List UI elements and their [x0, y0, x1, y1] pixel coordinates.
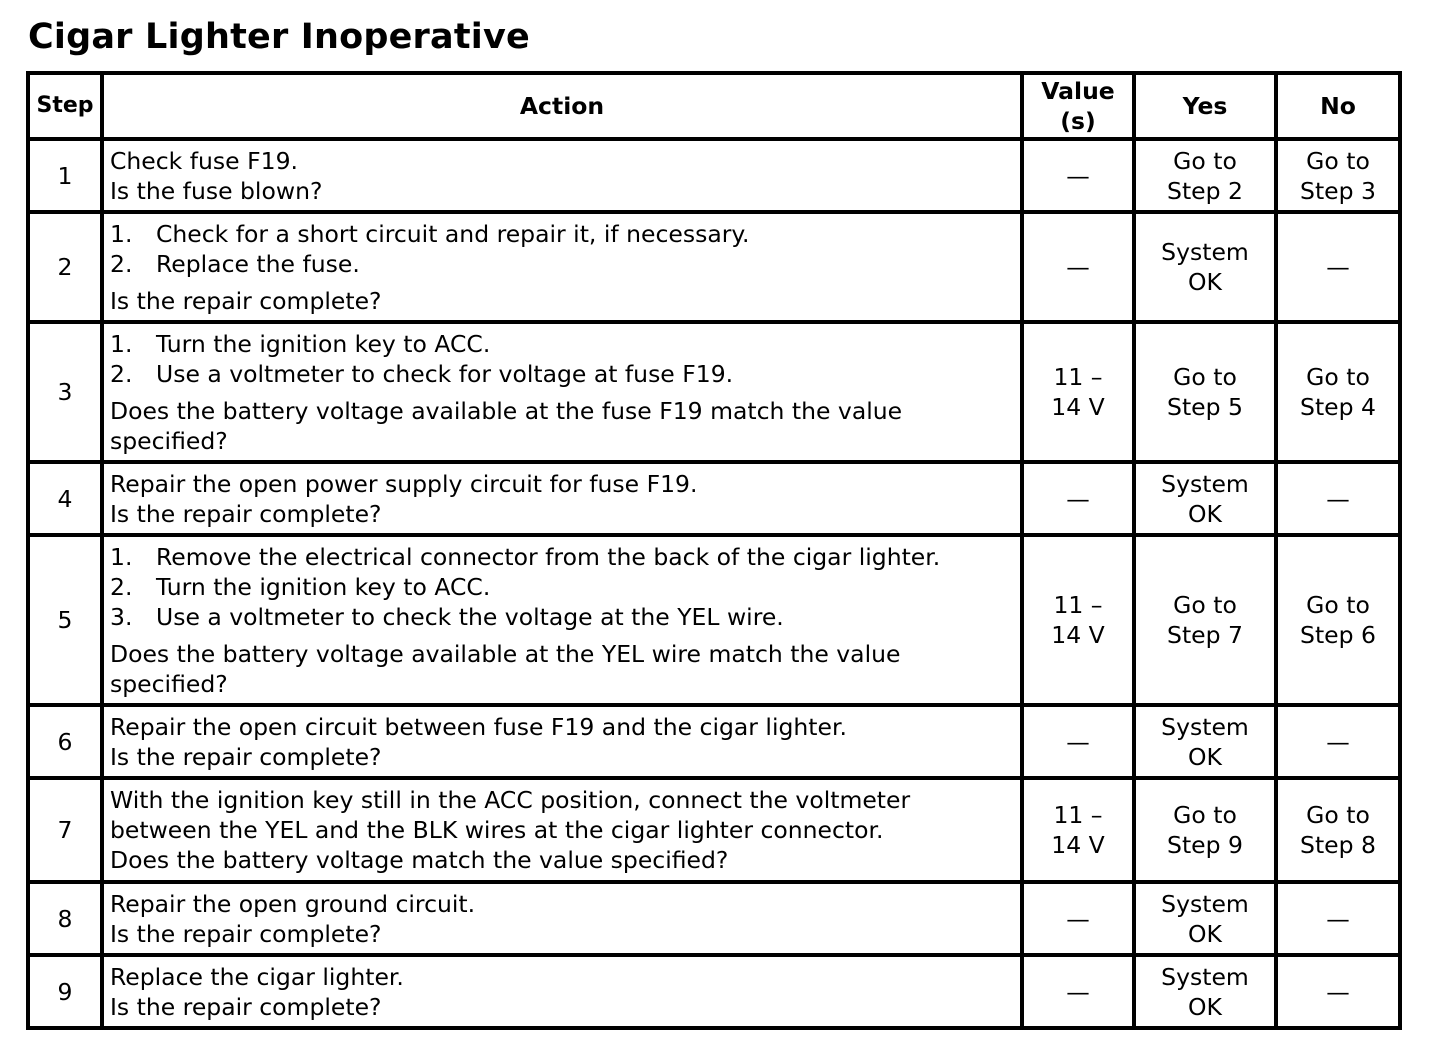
- action-cell: [102, 882, 1022, 955]
- action-cell: [102, 778, 1022, 882]
- yes-cell: [1134, 778, 1276, 882]
- no-line: Go to: [1306, 363, 1370, 391]
- header-value-line: Value: [1041, 77, 1115, 105]
- header-value: [1022, 73, 1134, 139]
- table-row: [28, 705, 1400, 778]
- action-line: Check fuse F19.: [110, 146, 298, 175]
- action-question: [110, 396, 1014, 456]
- yes-cell: [1134, 882, 1276, 955]
- substep-list: [110, 219, 1014, 279]
- value-line: 11 –: [1053, 801, 1103, 829]
- no-cell: —: [1276, 882, 1400, 955]
- no-cell: —: [1276, 462, 1400, 535]
- yes-line: Step 2: [1167, 176, 1243, 205]
- value-line: 11 –: [1053, 591, 1103, 619]
- header-yes: Yes: [1134, 73, 1276, 139]
- step-number: 4: [28, 462, 102, 535]
- yes-line: OK: [1188, 268, 1222, 296]
- question-line: specified?: [110, 669, 228, 698]
- step-number: 5: [28, 535, 102, 705]
- substep-text: Turn the ignition key to ACC.: [156, 329, 491, 358]
- question-line: Does the battery voltage available at the YEL wire match the value: [110, 639, 901, 668]
- yes-cell: [1134, 955, 1276, 1028]
- action-line: With the ignition key still in the ACC position, connect the voltmeter: [110, 786, 911, 814]
- substep-text: Use a voltmeter to check the voltage at the YEL wire.: [156, 602, 784, 631]
- action-line: between the YEL and the BLK wires at the cigar lighter connector.: [110, 816, 884, 844]
- no-line: Step 8: [1300, 831, 1376, 859]
- value-cell: —: [1022, 705, 1134, 778]
- action-line: Is the repair complete?: [110, 742, 382, 771]
- value-cell: —: [1022, 212, 1134, 322]
- action-cell: [102, 535, 1022, 705]
- substep-item: [110, 602, 1014, 632]
- yes-line: Go to: [1173, 591, 1237, 619]
- value-cell: —: [1022, 955, 1134, 1028]
- value-cell: —: [1022, 882, 1134, 955]
- substep-list: [110, 329, 1014, 389]
- value-cell: [1022, 778, 1134, 882]
- no-cell: —: [1276, 212, 1400, 322]
- action-cell: [102, 139, 1022, 212]
- no-line: Go to: [1306, 146, 1370, 175]
- substep-item: [110, 249, 1014, 279]
- yes-line: OK: [1188, 499, 1222, 528]
- step-number: 1: [28, 139, 102, 212]
- yes-line: Go to: [1173, 146, 1237, 175]
- yes-cell: [1134, 212, 1276, 322]
- action-line: Repair the open ground circuit.: [110, 889, 476, 918]
- value-cell: —: [1022, 139, 1134, 212]
- yes-line: Step 5: [1167, 393, 1243, 421]
- table-body: [28, 139, 1400, 1028]
- value-cell: [1022, 535, 1134, 705]
- action-line: Is the repair complete?: [110, 499, 382, 528]
- yes-cell: [1134, 139, 1276, 212]
- substep-number: 2.: [110, 359, 133, 388]
- substep-list: [110, 542, 1014, 632]
- no-cell: [1276, 139, 1400, 212]
- substep-item: [110, 219, 1014, 249]
- header-value-line: (s): [1060, 107, 1096, 135]
- value-cell: [1022, 322, 1134, 462]
- no-line: Step 4: [1300, 393, 1376, 421]
- value-line: 14 V: [1051, 393, 1105, 421]
- yes-cell: [1134, 705, 1276, 778]
- table-row: [28, 535, 1400, 705]
- table-row: [28, 882, 1400, 955]
- action-line: Is the repair complete?: [110, 992, 382, 1021]
- yes-line: System: [1161, 712, 1249, 741]
- step-number: 7: [28, 778, 102, 882]
- action-question: [110, 639, 1014, 699]
- step-number: 3: [28, 322, 102, 462]
- no-line: Go to: [1306, 591, 1370, 619]
- header-action: Action: [102, 73, 1022, 139]
- question-line: Does the battery voltage available at the fuse F19 match the value: [110, 396, 903, 425]
- table-row: [28, 212, 1400, 322]
- substep-item: [110, 572, 1014, 602]
- action-line: Is the repair complete?: [110, 919, 382, 948]
- value-line: 14 V: [1051, 621, 1105, 649]
- yes-cell: [1134, 462, 1276, 535]
- substep-text: Replace the fuse.: [156, 249, 360, 278]
- action-question: Is the repair complete?: [110, 286, 382, 315]
- yes-line: OK: [1188, 742, 1222, 771]
- action-cell: [102, 212, 1022, 322]
- step-number: 6: [28, 705, 102, 778]
- yes-line: Step 7: [1167, 621, 1243, 649]
- no-line: Step 3: [1300, 176, 1376, 205]
- substep-text: Use a voltmeter to check for voltage at fuse F19.: [156, 359, 734, 388]
- substep-number: 1.: [110, 329, 133, 358]
- action-line: Is the fuse blown?: [110, 176, 323, 205]
- action-line: Repair the open circuit between fuse F19 and the cigar lighter.: [110, 712, 847, 741]
- yes-line: Go to: [1173, 363, 1237, 391]
- no-line: Step 6: [1300, 621, 1376, 649]
- step-number: 8: [28, 882, 102, 955]
- table-header: [28, 73, 1400, 139]
- substep-number: 2.: [110, 249, 133, 278]
- value-line: 14 V: [1051, 831, 1105, 859]
- no-cell: [1276, 535, 1400, 705]
- yes-line: System: [1161, 469, 1249, 498]
- header-row: [28, 73, 1400, 139]
- no-cell: [1276, 322, 1400, 462]
- yes-line: OK: [1188, 992, 1222, 1021]
- yes-line: System: [1161, 962, 1249, 991]
- yes-line: Step 9: [1167, 831, 1243, 859]
- substep-item: [110, 359, 1014, 389]
- yes-cell: [1134, 535, 1276, 705]
- value-cell: —: [1022, 462, 1134, 535]
- table-row: [28, 462, 1400, 535]
- substep-item: [110, 329, 1014, 359]
- header-no: No: [1276, 73, 1400, 139]
- value-line: 11 –: [1053, 363, 1103, 391]
- substep-number: 1.: [110, 219, 133, 248]
- action-cell: [102, 462, 1022, 535]
- action-cell: [102, 322, 1022, 462]
- action-cell: [102, 955, 1022, 1028]
- substep-text: Check for a short circuit and repair it, if necessary.: [156, 219, 750, 248]
- action-line: Repair the open power supply circuit for fuse F19.: [110, 469, 698, 498]
- no-cell: —: [1276, 955, 1400, 1028]
- step-number: 9: [28, 955, 102, 1028]
- header-step: Step: [28, 73, 102, 139]
- yes-line: OK: [1188, 919, 1222, 948]
- table-row: [28, 778, 1400, 882]
- yes-line: System: [1161, 889, 1249, 918]
- step-number: 2: [28, 212, 102, 322]
- yes-line: System: [1161, 238, 1249, 266]
- no-line: Go to: [1306, 801, 1370, 829]
- substep-text: Remove the electrical connector from the back of the cigar lighter.: [156, 542, 941, 571]
- question-line: specified?: [110, 426, 228, 455]
- yes-line: Go to: [1173, 801, 1237, 829]
- diagnostic-table: [26, 71, 1402, 1030]
- action-cell: [102, 705, 1022, 778]
- table-row: [28, 139, 1400, 212]
- page-title: Cigar Lighter Inoperative: [28, 17, 530, 57]
- action-line: Does the battery voltage match the value specified?: [110, 846, 729, 874]
- substep-text: Turn the ignition key to ACC.: [156, 572, 491, 601]
- action-line: Replace the cigar lighter.: [110, 962, 404, 991]
- substep-number: 1.: [110, 542, 133, 571]
- no-cell: —: [1276, 705, 1400, 778]
- table-row: [28, 322, 1400, 462]
- yes-cell: [1134, 322, 1276, 462]
- substep-item: [110, 542, 1014, 572]
- substep-number: 2.: [110, 572, 133, 601]
- table-row: [28, 955, 1400, 1028]
- no-cell: [1276, 778, 1400, 882]
- substep-number: 3.: [110, 602, 133, 631]
